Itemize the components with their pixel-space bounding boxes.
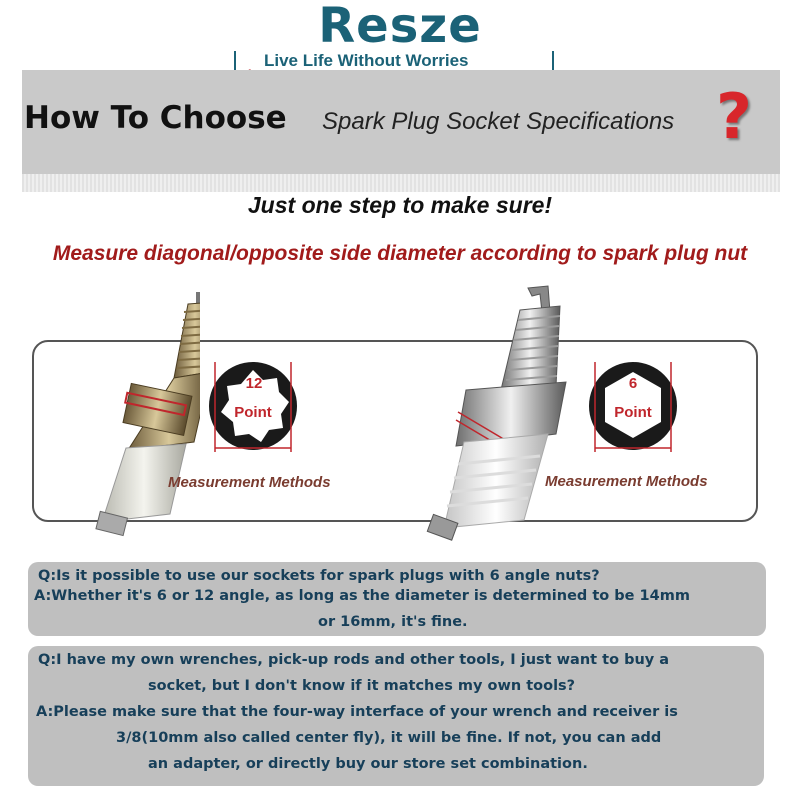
spark-plug-right-image	[420, 282, 580, 544]
qa2-question-line-2: socket, but I don't know if it matches my own tools?	[148, 678, 576, 694]
qa2-answer-line-2: 3/8(10mm also called center fly), it will be fine. If not, you can add	[116, 730, 662, 746]
measurement-methods-left: Measurement Methods	[168, 474, 331, 491]
twelve-point-label: Point	[234, 404, 272, 421]
qa2-answer-line-3: an adapter, or directly buy our store set combination.	[148, 756, 588, 772]
page-title: How To Choose	[24, 100, 287, 136]
brand-name: Resze	[318, 0, 482, 54]
measure-instruction: Measure diagonal/opposite side diameter according to spark plug nut	[52, 242, 748, 265]
qa1-question: Q:Is it possible to use our sockets for spark plugs with 6 angle nuts?	[38, 568, 600, 584]
qa-block-2	[28, 646, 764, 786]
twelve-point-count: 12	[245, 375, 263, 392]
measurement-methods-right: Measurement Methods	[545, 473, 708, 490]
step-heading: Just one step to make sure!	[247, 192, 553, 218]
spark-plug-left-image	[70, 282, 200, 542]
qa2-question-line-1: Q:I have my own wrenches, pick-up rods and other tools, I just want to buy a	[38, 652, 670, 668]
tagline: Live Life Without Worries	[264, 51, 469, 70]
qa1-answer-line-2: or 16mm, it's fine.	[318, 614, 468, 630]
qa1-answer-line-1: A:Whether it's 6 or 12 angle, as long as the diameter is determined to be 14mm	[34, 588, 690, 604]
page-subtitle: Spark Plug Socket Specifications	[322, 108, 675, 135]
qa-block-1	[28, 562, 766, 636]
six-point-count: 6	[628, 375, 638, 392]
title-band-shadow	[22, 174, 780, 192]
question-mark-icon: ?	[716, 80, 752, 153]
qa2-answer-line-1: A:Please make sure that the four-way interface of your wrench and receiver is	[36, 704, 678, 720]
six-point-label: Point	[614, 404, 652, 421]
